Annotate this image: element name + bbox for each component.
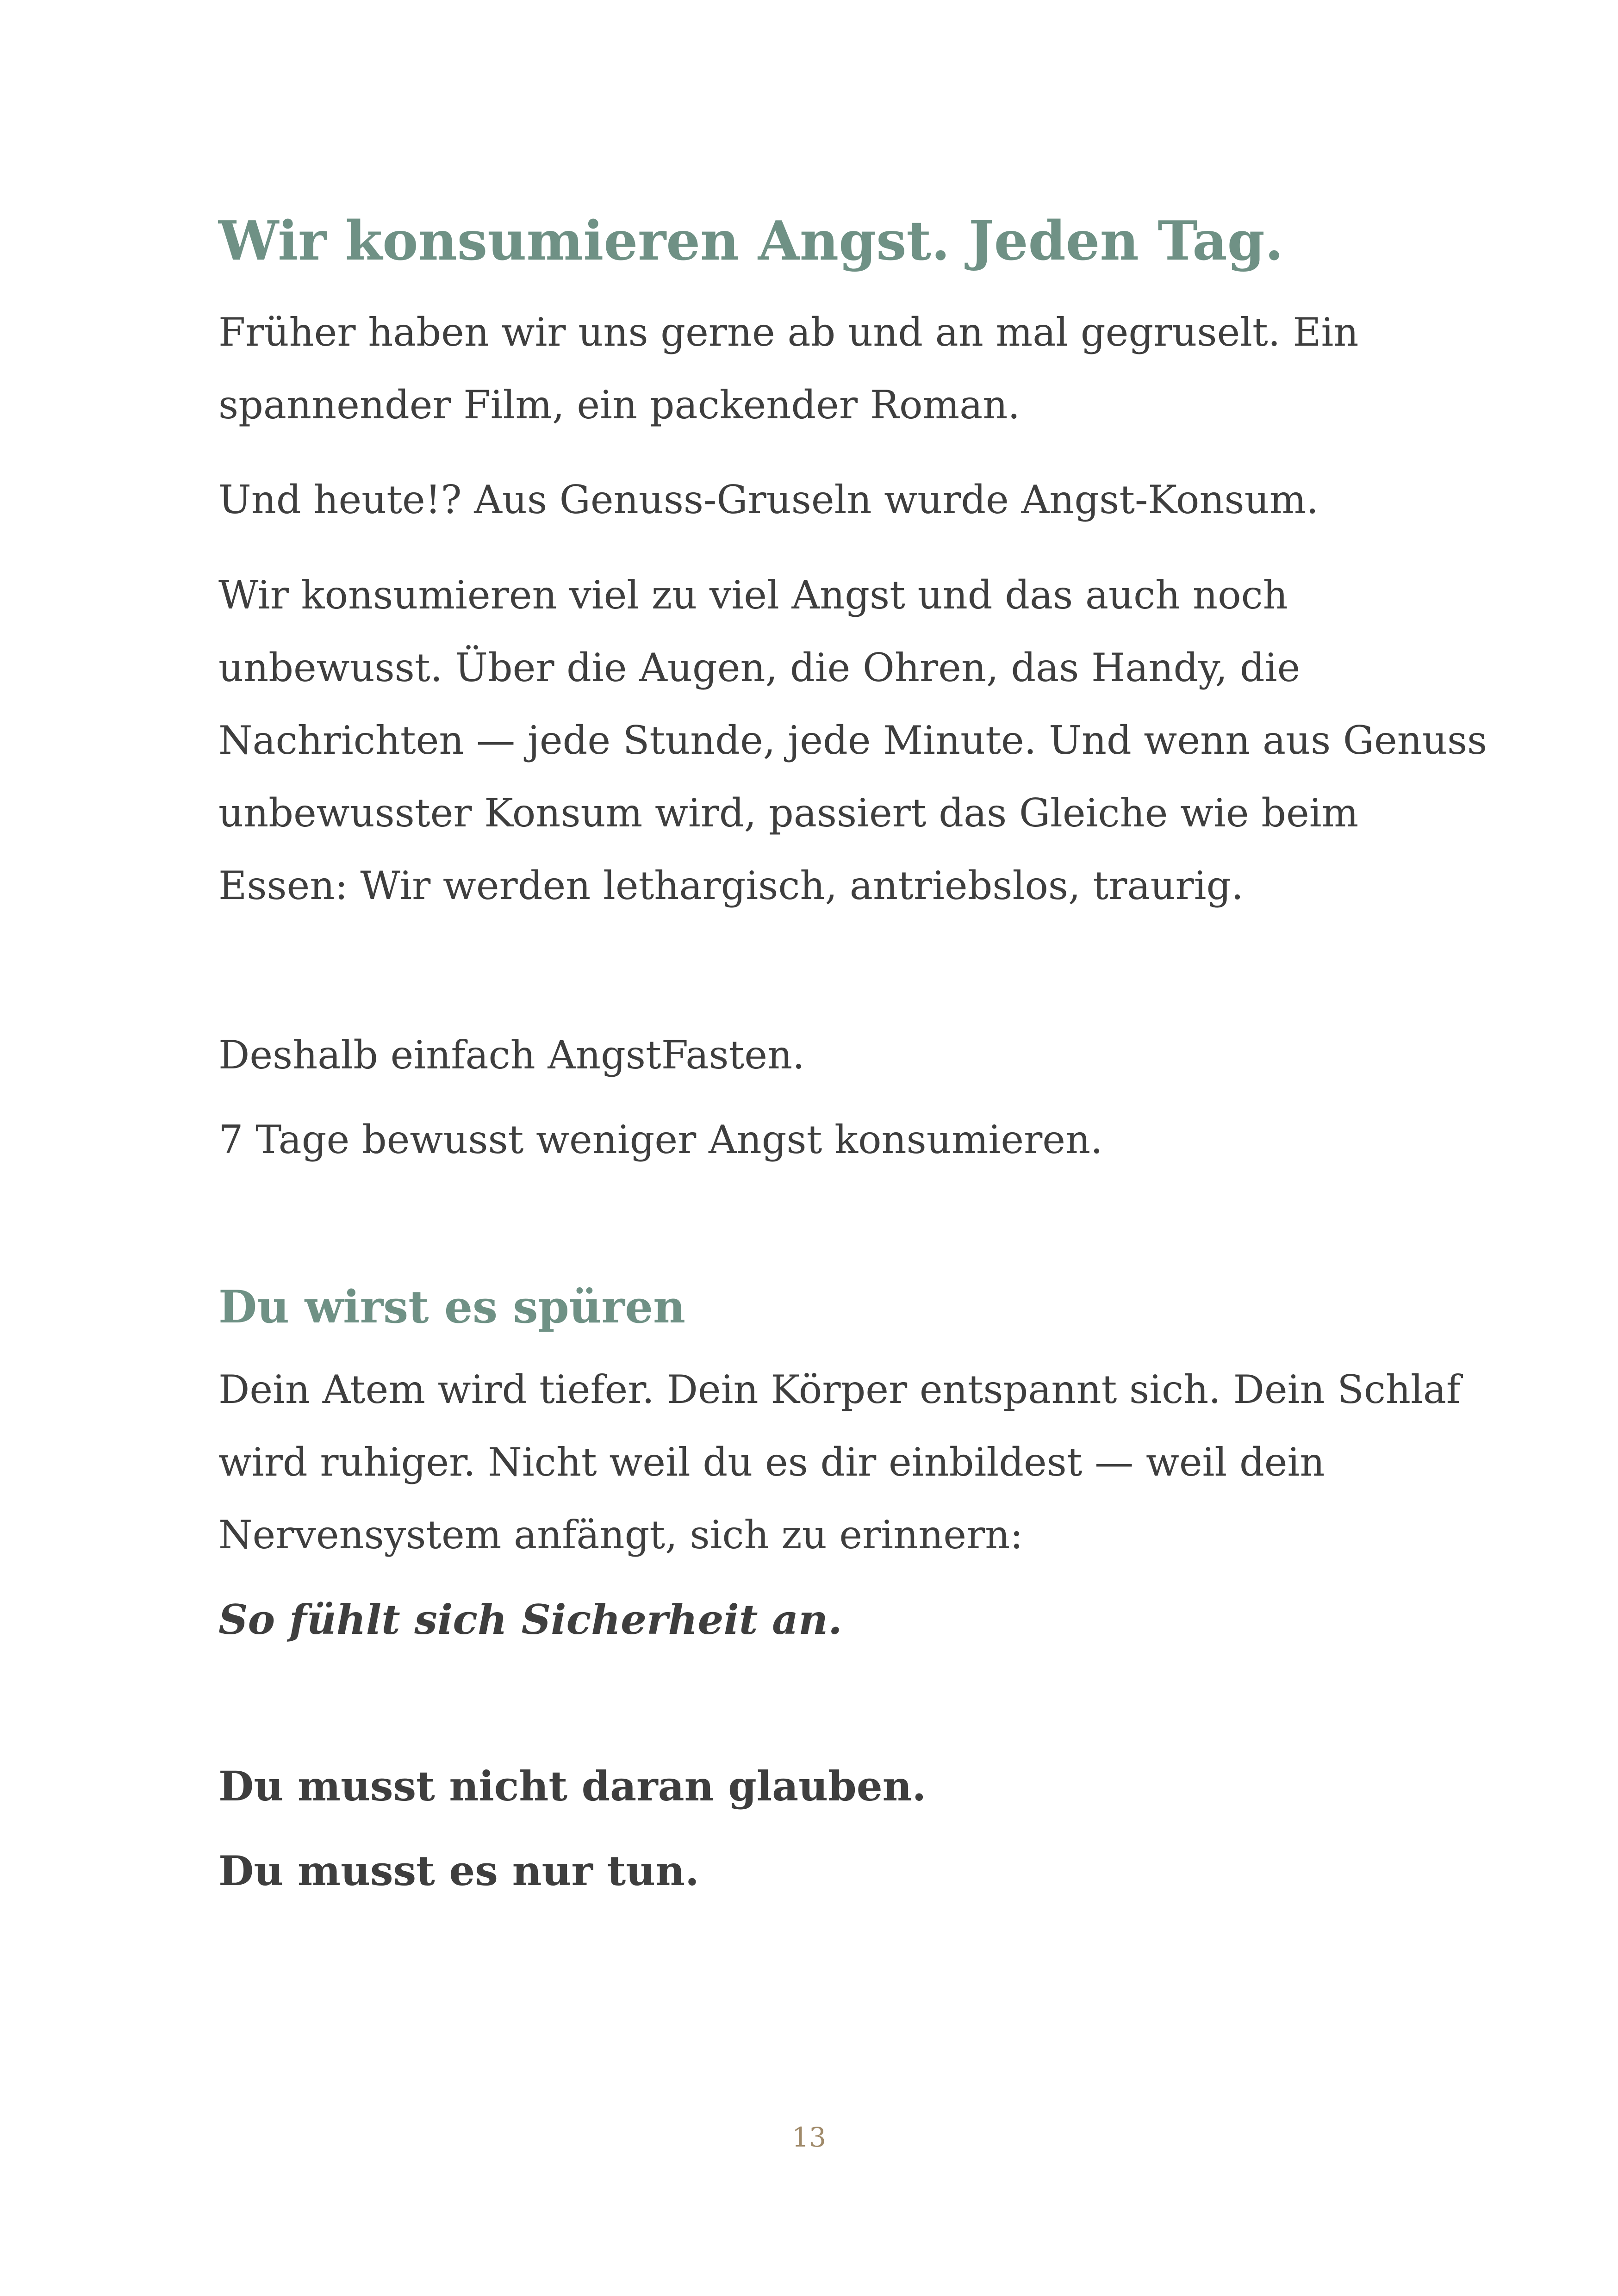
paragraph-line: Wir konsumieren viel zu viel Angst und das auch noch — [218, 572, 1288, 618]
paragraph-line: spannender Film, ein packender Roman. — [218, 382, 1021, 428]
paragraph-line: Früher haben wir uns gerne ab und an mal gegruselt. Ein — [218, 310, 1359, 355]
emphasis-safety: So fühlt sich Sicherheit an. — [218, 1595, 842, 1644]
paragraph-fasting — [218, 1019, 1422, 1092]
closing-line-2: Du musst es nur tun. — [218, 1847, 699, 1895]
main-heading: Wir konsumieren Angst. Jeden Tag. — [218, 210, 1284, 273]
paragraph-seven-days — [218, 1104, 1422, 1176]
paragraph-intro — [218, 296, 1422, 441]
paragraph-body-effects — [218, 1353, 1461, 1571]
paragraph-line: Dein Atem wird tiefer. Dein Körper entspannt sich. Dein Schlaf — [218, 1367, 1461, 1412]
paragraph-question — [218, 464, 1422, 536]
paragraph-line: Nachrichten — jede Stunde, jede Minute. Und wenn aus Genuss — [218, 718, 1487, 763]
paragraph-consumption — [218, 559, 1487, 922]
secondary-heading: Du wirst es spüren — [218, 1281, 685, 1333]
page-number: 13 — [792, 2122, 826, 2153]
paragraph-line: unbewusster Konsum wird, passiert das Gleiche wie beim — [218, 790, 1359, 836]
paragraph-line: Und heute!? Aus Genuss-Gruseln wurde Angst-Konsum. — [218, 477, 1319, 522]
paragraph-line: Nervensystem anfängt, sich zu erinnern: — [218, 1512, 1023, 1558]
closing-line-1: Du musst nicht daran glauben. — [218, 1762, 927, 1810]
paragraph-line: Deshalb einfach AngstFasten. — [218, 1032, 805, 1078]
paragraph-line: Essen: Wir werden lethargisch, antriebslos, traurig. — [218, 863, 1244, 908]
paragraph-line: unbewusst. Über die Augen, die Ohren, das Handy, die — [218, 645, 1301, 690]
paragraph-line: wird ruhiger. Nicht weil du es dir einbildest — weil dein — [218, 1440, 1325, 1485]
paragraph-line: 7 Tage bewusst weniger Angst konsumieren. — [218, 1117, 1103, 1162]
